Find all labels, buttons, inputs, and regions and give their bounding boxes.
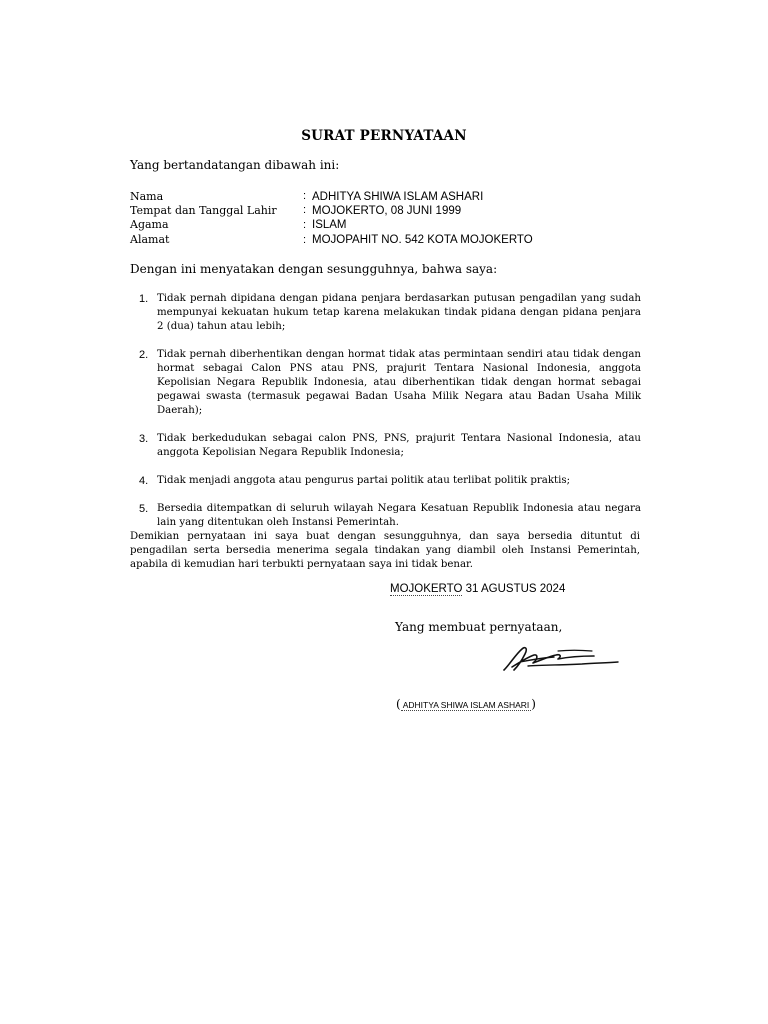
item-number: 5. <box>139 503 149 515</box>
item-number: 4. <box>139 475 149 487</box>
field-colon: : <box>303 234 307 246</box>
item-text: Tidak berkedudukan sebagai calon PNS, PNS, prajurit Tentara Nasional Indonesia, atau anggota Kepolisian Negara Republik Indonesia; <box>157 433 641 458</box>
date: 31 AGUSTUS 2024 <box>465 583 566 595</box>
list-item <box>135 502 641 530</box>
item-number: 2. <box>139 349 149 361</box>
field-label-religion: Agama <box>130 218 169 231</box>
item-number: 1. <box>139 293 149 305</box>
place-date <box>390 583 565 595</box>
field-value-birth: MOJOKERTO, 08 JUNI 1999 <box>312 205 462 217</box>
paren-open: ( <box>396 697 401 711</box>
field-colon: : <box>303 219 307 231</box>
field-label-address: Alamat <box>130 233 170 246</box>
maker-label: Yang membuat pernyataan, <box>395 620 563 634</box>
item-text: Bersedia ditempatkan di seluruh wilayah Negara Kesatuan Republik Indonesia atau negara lain yang ditentukan oleh Instansi Pemerintah. <box>157 503 641 528</box>
item-number: 3. <box>139 433 149 445</box>
item-text: Tidak pernah dipidana dengan pidana penjara berdasarkan putusan pengadilan yang sudah mempunyai kekuatan hukum tetap karena melakukan tindak pidana dengan pidana penjara 2 (dua) tahun atau lebih; <box>157 293 641 332</box>
field-value-address: MOJOPAHIT NO. 542 KOTA MOJOKERTO <box>312 234 533 246</box>
field-label-birth: Tempat dan Tanggal Lahir <box>130 204 277 217</box>
list-item <box>135 474 641 488</box>
field-label-name: Nama <box>130 190 164 203</box>
declaration-text: Dengan ini menyatakan dengan sesungguhnya, bahwa saya: <box>130 262 498 276</box>
field-value-religion: ISLAM <box>312 219 347 231</box>
list-item <box>135 432 641 460</box>
signer-name: ADHITYA SHIWA ISLAM ASHARI <box>402 700 530 710</box>
signer-block <box>396 697 536 711</box>
field-colon: : <box>303 190 307 202</box>
intro-text: Yang bertandatangan dibawah ini: <box>130 158 340 172</box>
signature-image <box>498 640 622 676</box>
statement-list <box>135 292 641 530</box>
paren-close: ) <box>531 697 536 711</box>
item-text: Tidak pernah diberhentikan dengan hormat tidak atas permintaan sendiri atau tidak dengan hormat sebagai Calon PNS atau PNS, prajurit Tentara Nasional Indonesia, anggota Kepolisian Negara Republik Indonesia, atau diberhentikan tidak dengan hormat sebagai pegawai swasta (termasuk pegawai Badan Usaha Milik Negara atau Badan Usaha Milik Daerah); <box>157 349 641 416</box>
list-item <box>135 348 641 418</box>
list-item <box>135 292 641 334</box>
letter-title: SURAT PERNYATAAN <box>301 128 467 144</box>
item-text: Tidak menjadi anggota atau pengurus partai politik atau terlibat politik praktis; <box>157 475 571 486</box>
field-value-name: ADHITYA SHIWA ISLAM ASHARI <box>312 191 484 203</box>
field-colon: : <box>303 204 307 216</box>
place: MOJOKERTO <box>390 583 463 595</box>
closing-paragraph: Demikian pernyataan ini saya buat dengan sesungguhnya, dan saya bersedia dituntut di pengadilan serta bersedia menerima segala tindakan yang diambil oleh Instansi Pemerintah, apabila di kemudian hari terbukti pernyataan saya ini tidak benar. <box>130 531 640 570</box>
